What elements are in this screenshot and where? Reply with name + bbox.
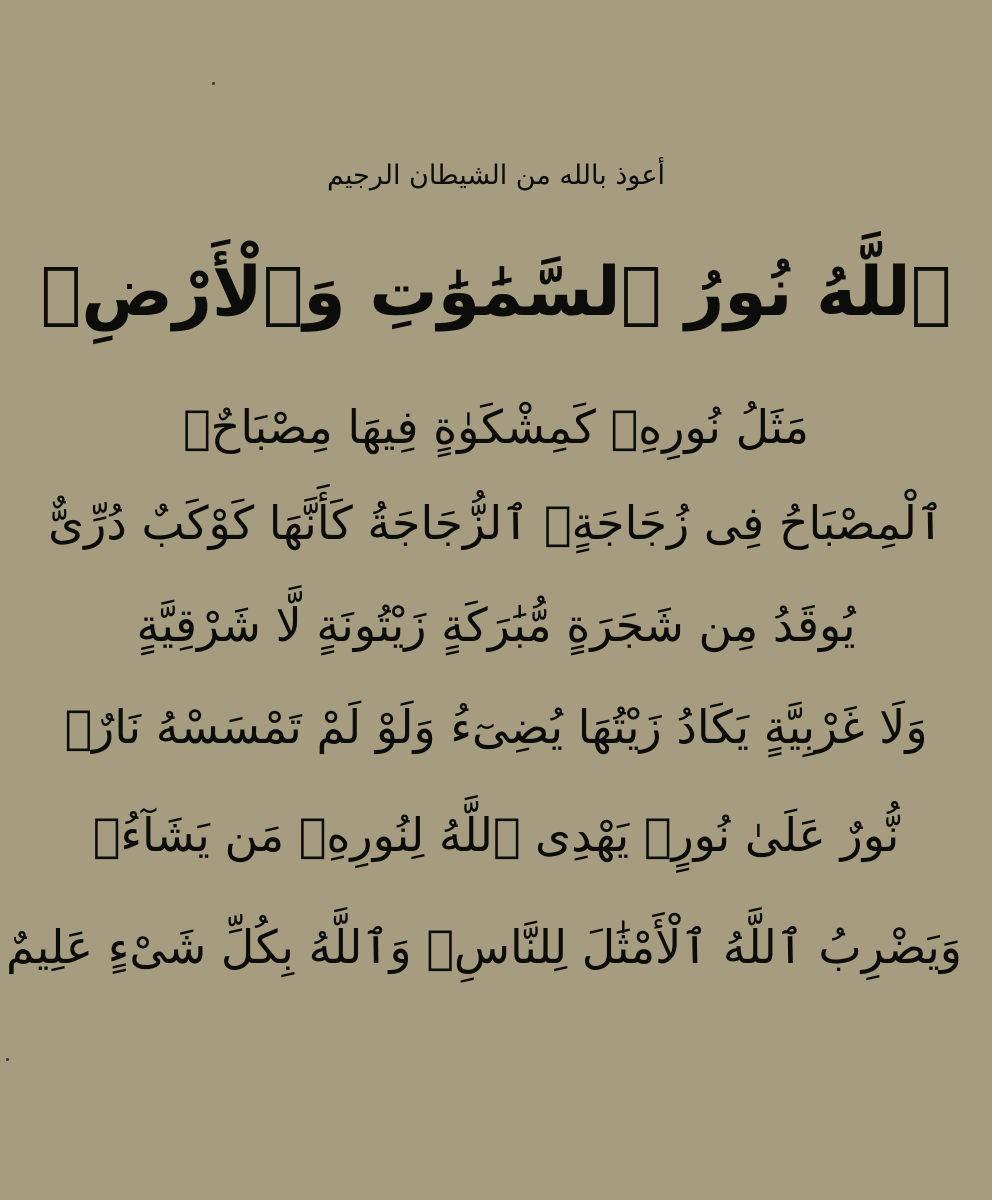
verse-line-7: وَيَضْرِبُ ٱللَّهُ ٱلْأَمْثَٰلَ لِلنَّاسِۗ وَٱللَّهُ بِكُلِّ شَىْءٍ عَلِيمٌ xyxy=(5,920,962,974)
verse-line-6: نُّورٌ عَلَىٰ نُورٍۗ يَهْدِى ٱللَّهُ لِنُورِهِۦ مَن يَشَآءُۚ xyxy=(92,808,900,862)
verse-line-7-container xyxy=(5,902,962,992)
verse-line-2: مَثَلُ نُورِهِۦ كَمِشْكَوٰةٍ فِيهَا مِصْبَاحٌۖ xyxy=(183,400,809,454)
verse-line-1: ٱللَّهُ نُورُ ٱلسَّمَٰوَٰتِ وَٱلْأَرْضِۚ xyxy=(40,253,952,332)
isti-adha-line: أعوذ بالله من الشيطان الرجيم xyxy=(327,160,665,191)
verse-line-4: يُوقَدُ مِن شَجَرَةٍ مُّبَٰرَكَةٍ زَيْتُونَةٍ لَّا شَرْقِيَّةٍ xyxy=(136,598,856,652)
speck-dot xyxy=(212,82,215,85)
verse-line-5: وَلَا غَرْبِيَّةٍ يَكَادُ زَيْتُهَا يُضِىٓءُ وَلَوْ لَمْ تَمْسَسْهُ نَارٌۚ xyxy=(64,700,928,754)
verse-line-3: ٱلْمِصْبَاحُ فِى زُجَاجَةٍۖ ٱلزُّجَاجَةُ كَأَنَّهَا كَوْكَبٌ دُرِّىٌّ xyxy=(48,496,944,550)
speck-dot xyxy=(6,1058,9,1061)
